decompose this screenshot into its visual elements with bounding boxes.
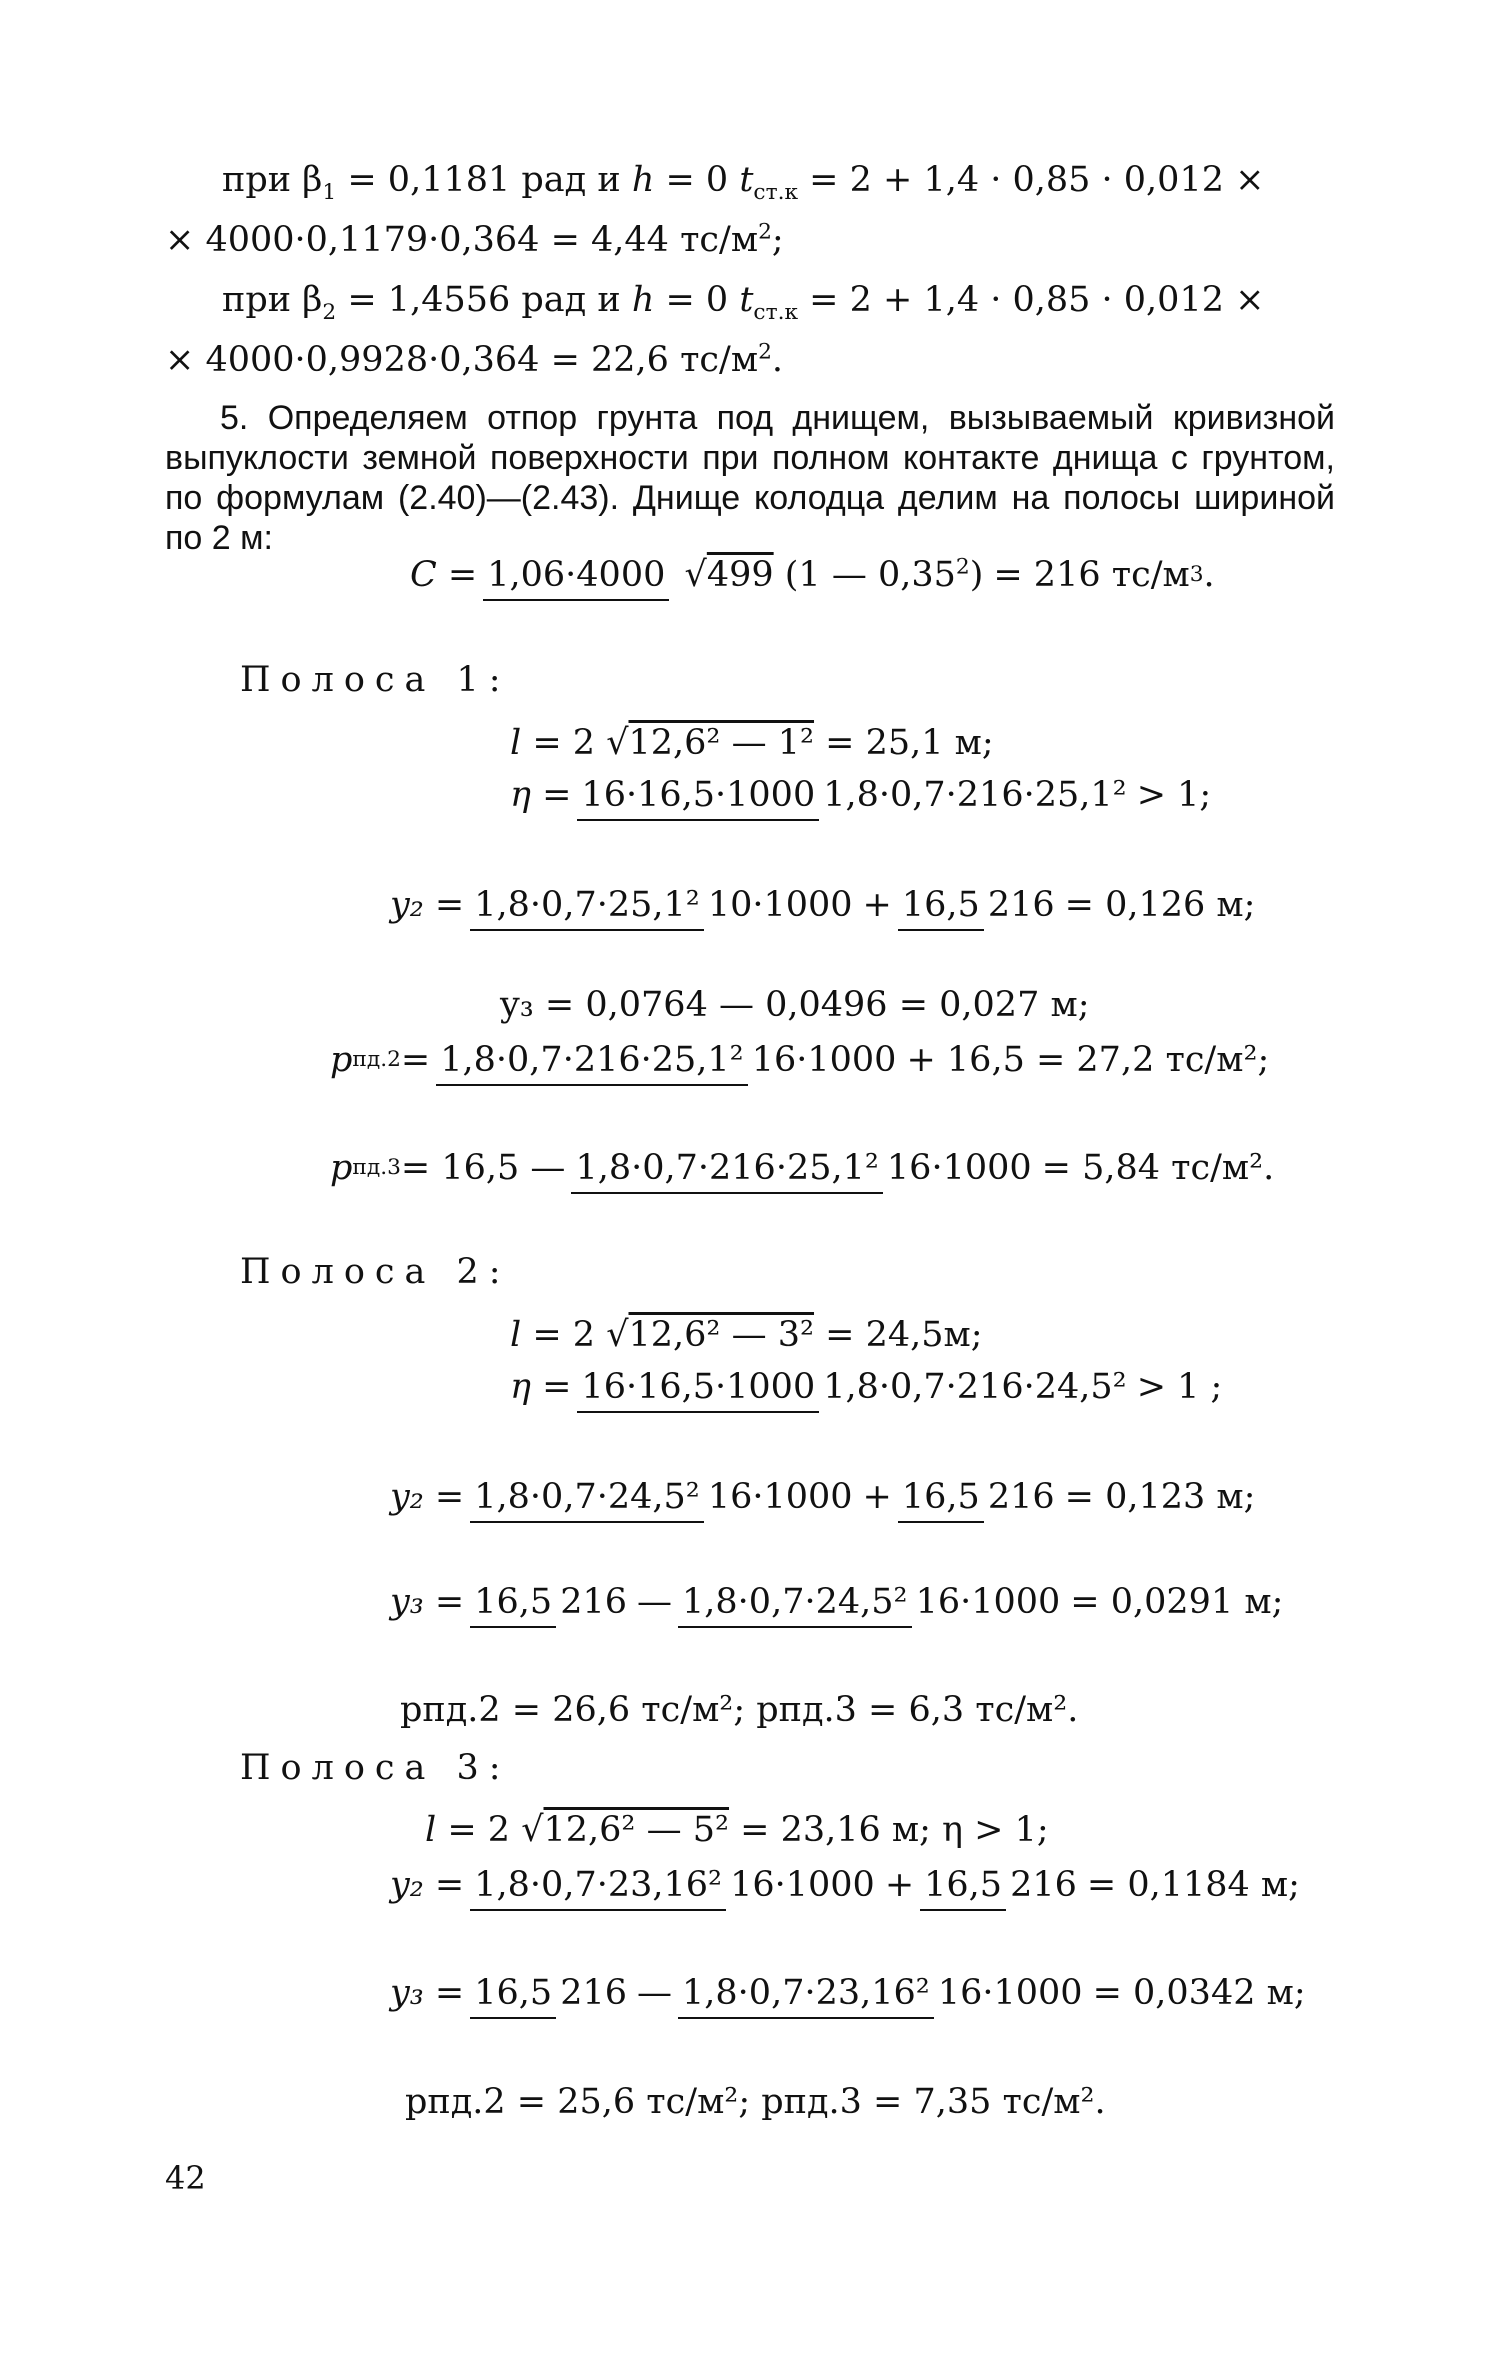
text: =	[400, 1040, 431, 1080]
denominator: 16·1000	[730, 1865, 875, 1905]
numerator: 1,8·0,7·23,16²	[470, 1865, 726, 1911]
var-l: l	[510, 1315, 522, 1355]
text: при β	[222, 160, 323, 200]
var-p: p	[330, 1040, 353, 1080]
operator: —	[637, 1973, 673, 2013]
denominator: 1,8·0,7·216·25,1²	[823, 775, 1127, 815]
subscript: 2	[322, 300, 337, 325]
calc-line-3	[222, 280, 1265, 325]
denominator: 216	[987, 1477, 1055, 1517]
root-value: 12,6² — 1²	[628, 723, 815, 763]
numerator: 16,5	[470, 1582, 556, 1628]
denominator: 216	[560, 1582, 628, 1622]
denominator: 216	[1010, 1865, 1077, 1905]
operator: +	[862, 885, 892, 925]
formula-lhs: y₂ =	[390, 885, 465, 925]
denominator: 216	[987, 885, 1055, 925]
fraction	[470, 1865, 879, 1905]
formula-lhs: y₂ =	[390, 1865, 465, 1905]
text: = 2 + 1,4 · 0,85 · 0,012 ×	[798, 160, 1265, 200]
strip-1-heading: Полоса 1:	[240, 660, 511, 700]
formula-rhs: + 16,5 = 27,2 тс/м²;	[906, 1040, 1270, 1080]
fraction	[577, 1367, 1130, 1407]
strip-2-y3	[390, 1582, 1283, 1622]
operator: +	[884, 1865, 915, 1905]
formula-lhs: y₃ =	[390, 1582, 465, 1622]
denominator: 16·1000	[886, 1148, 1032, 1188]
page-number: 42	[165, 2159, 206, 2197]
var-h: h	[631, 280, 655, 320]
formula-rhs: > 1 ;	[1136, 1367, 1223, 1407]
strip-1-p2: p пд.2 = 1,8·0,7·216·25,1² 16·1000 + 16,5 = 27,2 тс/м²;	[330, 1040, 1269, 1080]
text: = 2 + 1,4 · 0,85 · 0,012 ×	[798, 280, 1265, 320]
strip-1-y2	[390, 885, 1255, 925]
numerator: 1,8·0,7·216·25,1²	[571, 1148, 882, 1194]
strip-1-p3: p пд.3 = 16,5 — 1,8·0,7·216·25,1² 16·1000 = 5,84 тс/м².	[330, 1148, 1274, 1188]
var-h: h	[631, 160, 655, 200]
subscript: ст.к	[753, 180, 799, 205]
var-t: t	[739, 280, 754, 320]
operator: +	[862, 1477, 892, 1517]
root-value: 12,6² — 5²	[543, 1810, 730, 1850]
formula-rhs: = 0,0291 м;	[1070, 1582, 1284, 1622]
fraction	[436, 1040, 900, 1080]
formula-rhs: = 0,0342 м;	[1092, 1973, 1306, 2013]
text: = 2	[521, 1315, 607, 1355]
denominator: 16·1000	[937, 1973, 1083, 2013]
text: × 4000·0,1179·0,364 = 4,44 тс/м	[165, 220, 759, 260]
strip-1-eta	[510, 775, 1211, 815]
root-value: 499	[706, 555, 774, 595]
text: ;	[771, 220, 784, 260]
var-l: l	[425, 1810, 437, 1850]
denominator: 216	[560, 1973, 628, 2013]
fraction	[571, 1148, 1035, 1188]
numerator: 1,8·0,7·23,16²	[678, 1973, 934, 2019]
operator: —	[637, 1582, 673, 1622]
formula-rhs: = 0,126 м;	[1064, 885, 1256, 925]
var-t: t	[739, 160, 754, 200]
text: .	[1203, 555, 1215, 595]
text: = 0	[654, 160, 740, 200]
fraction	[483, 555, 987, 595]
formula-rhs: = 0,123 м;	[1064, 1477, 1256, 1517]
text: (1 — 0,35	[773, 555, 956, 595]
text: = 2	[521, 723, 607, 763]
superscript: 2	[955, 554, 970, 580]
formula-rhs: > 1;	[1136, 775, 1212, 815]
text: .	[771, 340, 784, 380]
fraction	[470, 1973, 631, 2013]
text: )	[969, 555, 984, 595]
strip-2-length: l = 2 √12,6² — 3² = 24,5м;	[510, 1315, 983, 1355]
strip-3-y3	[390, 1973, 1306, 2013]
denominator: 16·1000	[751, 1040, 897, 1080]
numerator: 16,5	[898, 885, 984, 931]
strip-3-length: l = 2 √12,6² — 5² = 23,16 м; η > 1;	[425, 1810, 1049, 1850]
formula-lhs: y₂ =	[390, 1477, 465, 1517]
text: = 2	[436, 1810, 522, 1850]
formula-lhs: η =	[510, 1367, 572, 1407]
subscript: 1	[322, 180, 337, 205]
text: = 25,1 м;	[814, 723, 994, 763]
strip-3-heading: Полоса 3:	[240, 1748, 511, 1788]
numerator: 16,5	[898, 1477, 984, 1523]
superscript: 2	[758, 339, 772, 365]
calc-line-4	[165, 340, 783, 380]
numerator: 16·16,5·1000	[577, 775, 819, 821]
text: при β	[222, 280, 323, 320]
formula-lhs: η =	[510, 775, 572, 815]
numerator: 16,5	[920, 1865, 1006, 1911]
text: = 1,4556 рад и	[336, 280, 632, 320]
fraction	[920, 1865, 1081, 1905]
fraction	[470, 1582, 631, 1622]
strip-2-eta	[510, 1367, 1222, 1407]
strip-2-pressures: pпд.2 = 26,6 тс/м²; pпд.3 = 6,3 тс/м².	[400, 1690, 1079, 1730]
numerator: 16·16,5·1000	[577, 1367, 819, 1413]
formula-lhs: C =	[410, 555, 478, 595]
fraction	[470, 1477, 856, 1517]
formula-rhs: = 0,1184 м;	[1086, 1865, 1300, 1905]
fraction	[898, 885, 1059, 925]
var-l: l	[510, 723, 522, 763]
strip-1-y3: y₃ = 0,0764 — 0,0496 = 0,027 м;	[500, 985, 1090, 1025]
formula-c: C = 1,06·4000 √499 (1 — 0,35$^2$) = 216 тс/м 3 .	[410, 555, 1215, 595]
text: × 4000·0,9928·0,364 = 22,6 тс/м	[165, 340, 759, 380]
fraction	[577, 775, 1130, 815]
denominator: 1,8·0,7·216·24,5²	[823, 1367, 1127, 1407]
text: = 0	[654, 280, 740, 320]
denominator: 10·1000	[707, 885, 853, 925]
text: = 23,16 м; η > 1;	[729, 1810, 1049, 1850]
numerator: 1,8·0,7·24,5²	[470, 1477, 704, 1523]
denominator: √499 (1 — 0,35$^2$)	[684, 554, 984, 595]
superscript: 2	[758, 219, 772, 245]
fraction	[678, 1973, 1087, 2013]
numerator: 1,8·0,7·25,1²	[470, 885, 704, 931]
formula-lhs: y₃ =	[390, 1973, 465, 2013]
denominator: 16·1000	[707, 1477, 853, 1517]
numerator: 16,5	[470, 1973, 556, 2019]
strip-2-heading: Полоса 2:	[240, 1252, 511, 1292]
strip-1-length: l = 2 √12,6² — 1² = 25,1 м;	[510, 723, 994, 763]
root-value: 12,6² — 3²	[628, 1315, 815, 1355]
strip-3-pressures: pпд.2 = 25,6 тс/м²; pпд.3 = 7,35 тс/м².	[405, 2082, 1106, 2122]
text: = 0,1181 рад и	[336, 160, 632, 200]
calc-line-2	[165, 220, 784, 260]
text: = 24,5м;	[814, 1315, 983, 1355]
paragraph-5: 5. Определяем отпор грунта под днищем, вызываемый кривизной выпуклости земной поверхности при полном контакте днища с грунтом, по формулам (2.40)—(2.43). Днище колодца делим на полосы шириной по 2 м:	[165, 399, 1335, 557]
fraction	[470, 885, 856, 925]
strip-2-y2	[390, 1477, 1255, 1517]
denominator: 16·1000	[915, 1582, 1061, 1622]
fraction	[678, 1582, 1064, 1622]
subscript: ст.к	[753, 300, 799, 325]
calc-line-1	[222, 160, 1265, 205]
numerator: 1,8·0,7·24,5²	[678, 1582, 912, 1628]
strip-3-y2	[390, 1865, 1300, 1905]
numerator: 1,8·0,7·216·25,1²	[436, 1040, 747, 1086]
var-p: p	[330, 1148, 353, 1188]
fraction	[898, 1477, 1059, 1517]
numerator: 1,06·4000	[483, 555, 669, 601]
formula-rhs: = 216 тс/м	[993, 555, 1190, 595]
text: = 16,5 —	[400, 1148, 566, 1188]
formula-rhs: = 5,84 тс/м².	[1041, 1148, 1275, 1188]
